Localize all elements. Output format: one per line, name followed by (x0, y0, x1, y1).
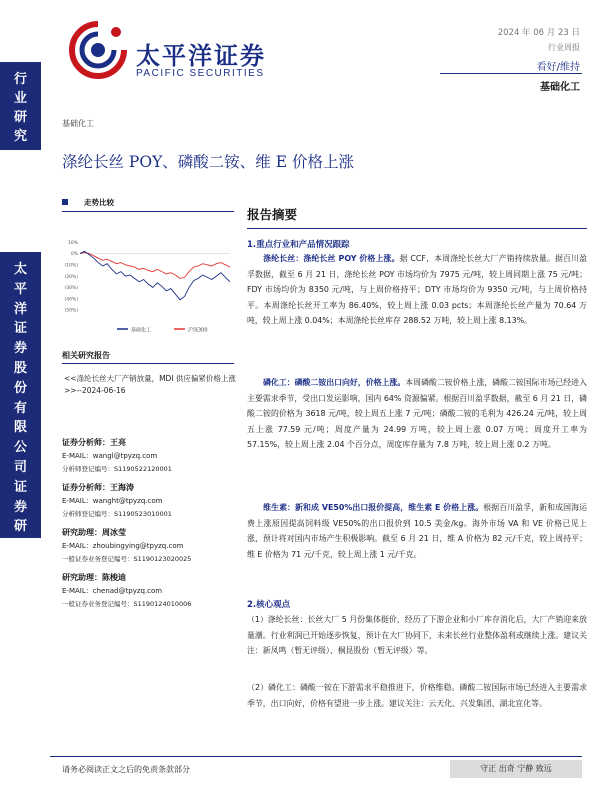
analyst-role: 研究助理：陈梭迪 (62, 573, 126, 582)
trend-label: 走势比较 (84, 198, 114, 207)
y-tick-label: 0% (70, 252, 78, 258)
analyst-card (62, 572, 237, 608)
analyst-email[interactable]: E-MAIL：wanght@tpyzq.com (62, 497, 163, 505)
sidebar-company (0, 252, 41, 594)
legend-label-index: 沪深300 (188, 327, 208, 334)
pacific-securities-logo (68, 20, 128, 80)
series-line-sector (80, 251, 230, 300)
report-type: 行业周报 (548, 43, 580, 52)
disclaimer-note: 请务必阅读正文之后的免责条款部分 (62, 765, 190, 774)
header-rule (440, 73, 582, 74)
y-tick-label: 10% (67, 240, 78, 246)
report-date: 2024 年 06 月 23 日 (497, 28, 580, 38)
sidebar-company-text: 太 平 洋 证 券 股 份 有 限 公 司 证 券 研 究 报 告 (13, 262, 27, 594)
analyst-role: 证券分析师：王亮 (62, 438, 126, 447)
paragraph-lead: 维生素：新和成 VE50%出口报价提高，维生素 E 价格上涨。 (263, 503, 484, 512)
breadcrumb: 基础化工 (62, 119, 94, 128)
analyst-role: 研究助理：周冰莹 (62, 528, 126, 537)
analyst-cert: 分析师登记编号：S1190522120001 (62, 465, 172, 473)
analyst-card (62, 527, 237, 563)
paragraph-lead: 涤纶长丝：涤纶长丝 POY 价格上涨。 (263, 254, 400, 263)
analyst-card (62, 437, 237, 473)
analyst-role: 证券分析师：王海涛 (62, 483, 134, 492)
related-rule (62, 363, 234, 364)
sidebar-category-text: 行 业 研 究 (13, 72, 27, 144)
y-tick-label: (40%) (64, 297, 78, 303)
brand-name-cn: 太平洋证券 (136, 42, 266, 70)
paragraph-body: 根据百川盈孚，新和成国海运费上涨原因提高饲料级 VE50%的出口报价到 10.5 美金/kg。海外市场 VA 和 VE 价格已见上涨，预计将对国内市场产生积极影响。截至 6 月 21 日，维 A 价格为 82 元/千克，较上周持平；维 E 价格为 71 元/千克，较上周上涨 1 元/千克。 (247, 503, 587, 559)
paragraph-view-filament: （1）涤纶长丝：长丝大厂 5 月份集体挺价，经历了下游企业和小厂库存消化后，大厂产销迎来放量潮。行业利润已开始逐步恢复，预计在大厂协同下，未来长丝行业整体盈利或继续上涨。建议关注：新凤鸣（暂无评级）、桐昆股份（暂无评级）等。 (247, 615, 587, 656)
y-tick-label: (50%) (64, 308, 78, 314)
paragraph-view-phosphate: （2）磷化工：磷酸一铵在下游需求平稳推进下，价格维稳。磷酸二铵国际市场已经进入主要需求季节，出口向好，价格有望进一步上涨。建议关注：云天化、兴发集团、湖北宜化等。 (247, 683, 587, 708)
summary-rule (247, 228, 587, 229)
section-title: 1.重点行业和产品情况跟踪 (247, 240, 350, 250)
section-marker (62, 199, 68, 205)
paragraph-vitamin (247, 500, 587, 562)
analyst-cert: 一般证券业务登记编号：S1190123020025 (62, 555, 192, 563)
company-motto: 守正 出奇 宁静 致远 (450, 760, 582, 778)
trend-rule (62, 211, 234, 212)
paragraph-body: 本周磷酸二铵价格上涨，磷酸二铵国际市场已经进入主要需求季节，受出口发运影响，国内 64% 资源偏紧。根据百川盈孚数据，截至 6 月 21 日，磷酸二铵的价格为 3618 元/吨，较上周五上涨 7 元/吨；磷酸二铵的毛利为 426.24 元/吨，较上周五上涨 77.59 元/吨；周度产量为 24.99 万吨，较上周上涨 0.07 万吨；周度开工率为 57.15%，较上周上涨 2.04 个百分点，周度库存量为 7.8 万吨，较上周上涨 0.2 万吨。 (247, 378, 587, 450)
y-tick-label: (10%) (64, 263, 78, 269)
analyst-cert: 分析师登记编号：S1190523010001 (62, 510, 172, 518)
sidebar-category (0, 62, 41, 150)
trend-section-header (62, 197, 232, 209)
paragraph-body: 据 CCF，本周涤纶长丝大厂产销持续放量。据百川盈孚数据，截至 6 月 21 日，涤纶长丝 POY 市场均价为 7975 元/吨，较上周同期上涨 75 元/吨；FDY 市场均价为 8350 元/吨，与上周价格持平；DTY 市场均价为 9350 元/吨，与上周价格持平。本周涤纶长丝开工率为 86.40%，较上周上涨 0.03 pcts；本周涤纶长丝产量为 70.64 万吨，较上周上涨 0.04%；本周涤纶长丝库存 288.52 万吨，较上周上涨 8.13%。 (247, 254, 587, 326)
analyst-email[interactable]: E-MAIL：chenad@tpyzq.com (62, 587, 163, 595)
analyst-email[interactable]: E-MAIL：zhoubingying@tpyzq.com (62, 542, 184, 550)
analyst-cert: 一般证券业务登记编号：S1190124010006 (62, 600, 192, 608)
analyst-email[interactable]: E-MAIL：wangl@tpyzq.com (62, 452, 158, 460)
footer-rule (50, 756, 582, 757)
page-title: 涤纶长丝 POY、磷酸二铵、维 E 价格上涨 (62, 153, 354, 171)
analyst-card (62, 482, 237, 518)
paragraph-filament (247, 251, 587, 329)
y-tick-label: (30%) (64, 286, 78, 292)
related-reports-title: 相关研究报告 (62, 351, 110, 360)
paragraph-phosphate (247, 375, 587, 453)
summary-heading: 报告摘要 (247, 207, 298, 222)
y-tick-label: (20%) (64, 274, 78, 280)
rating-label: 看好/维持 (536, 62, 580, 73)
section-title: 2.核心观点 (247, 600, 291, 610)
industry-label: 基础化工 (540, 82, 580, 93)
paragraph-lead: 磷化工：磷酸二铵出口向好，价格上涨。 (263, 378, 406, 387)
brand-name-en: PACIFIC SECURITIES (136, 68, 265, 79)
trend-chart (62, 232, 234, 336)
legend-label-sector: 基础化工 (131, 327, 152, 334)
related-report-link[interactable]: <<涤纶长丝大厂产销放量，MDI 供应偏紧价格上涨>>--2024-06-16 (64, 374, 236, 395)
